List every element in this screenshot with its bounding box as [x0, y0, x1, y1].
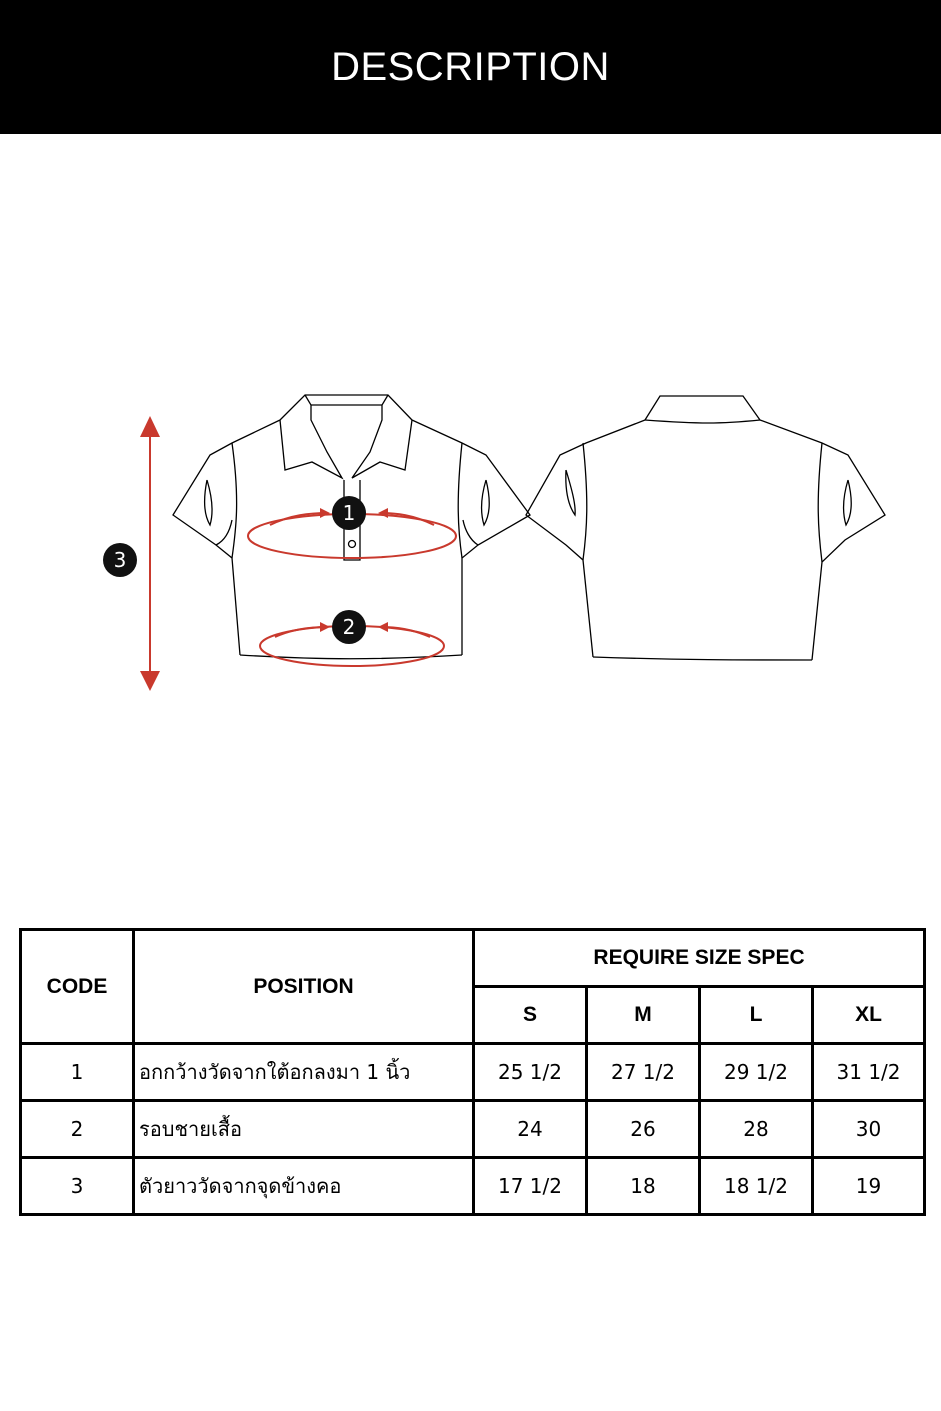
size-header-s: S: [474, 987, 587, 1044]
row-value-m: 18: [587, 1158, 700, 1215]
row-position: อกกว้างวัดจากใต้อกลงมา 1 นิ้ว: [134, 1044, 474, 1101]
garment-diagram: [0, 134, 941, 894]
table-row: [21, 1158, 925, 1215]
row-value-l: 18 1/2: [700, 1158, 813, 1215]
row-value-l: 29 1/2: [700, 1044, 813, 1101]
table-row: [21, 1044, 925, 1101]
marker-3: [103, 543, 137, 577]
row-code: 1: [21, 1044, 134, 1101]
back-shirt-outline: [526, 396, 885, 660]
row-position: ตัวยาววัดจากจุดข้างคอ: [134, 1158, 474, 1215]
marker-1-label: 1: [342, 501, 356, 525]
row-value-m: 27 1/2: [587, 1044, 700, 1101]
marker-3-label: 3: [113, 548, 127, 572]
marker-1: [332, 496, 366, 530]
marker-2: [332, 610, 366, 644]
row-value-l: 28: [700, 1101, 813, 1158]
marker-2-label: 2: [342, 615, 356, 639]
position-header: POSITION: [134, 930, 474, 1044]
size-header-l: L: [700, 987, 813, 1044]
row-code: 3: [21, 1158, 134, 1215]
require-size-spec-header: REQUIRE SIZE SPEC: [474, 930, 925, 987]
row-value-xl: 31 1/2: [813, 1044, 925, 1101]
row-value-s: 17 1/2: [474, 1158, 587, 1215]
row-value-s: 24: [474, 1101, 587, 1158]
row-position: รอบชายเสื้อ: [134, 1101, 474, 1158]
row-value-s: 25 1/2: [474, 1044, 587, 1101]
table-header-row: [21, 930, 925, 987]
table-row: [21, 1101, 925, 1158]
row-value-xl: 19: [813, 1158, 925, 1215]
row-value-xl: 30: [813, 1101, 925, 1158]
size-header-xl: XL: [813, 987, 925, 1044]
row-code: 2: [21, 1101, 134, 1158]
length-measure-indicator: [140, 416, 160, 691]
header-bar: [0, 0, 941, 134]
page-title: DESCRIPTION: [331, 44, 610, 89]
row-value-m: 26: [587, 1101, 700, 1158]
code-header: CODE: [21, 930, 134, 1044]
size-header-m: M: [587, 987, 700, 1044]
size-spec-table: [19, 928, 926, 1216]
